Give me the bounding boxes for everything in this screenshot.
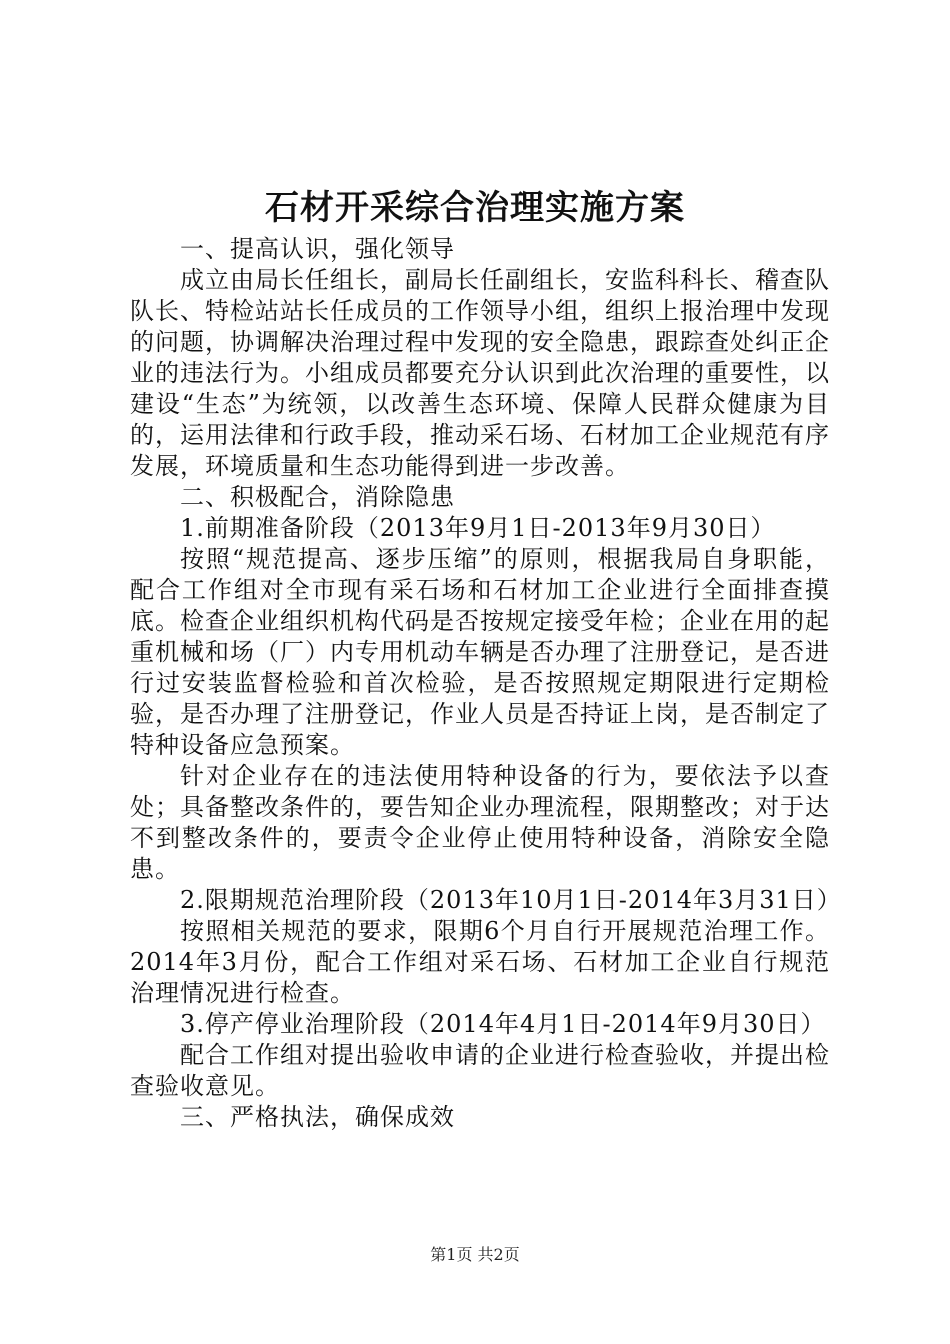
section-heading-3: 三、严格执法，确保成效: [180, 1103, 455, 1131]
page-number-footer: 第1页 共2页: [430, 1245, 520, 1264]
paragraph-acceptance: 配合工作组对提出验收申请的企业进行检查验收，并提出检查验收意见。: [130, 1041, 830, 1100]
paragraph-leadership-group: 成立由局长任组长，副局长任副组长，安监科科长、稽查队队长、特检站站长任成员的工作领导小组，组织上报治理中发现的问题，协调解决治理过程中发现的安全隐患，跟踪查处纠正企业的违法行为。小组成员都要充分认识到此次治理的重要性，以建设“生态”为统领，以改善生态环境、保障人民群众健康为目的，运用法律和行政手段，推动采石场、石材加工企业规范有序发展，环境质量和生态功能得到进一步改善。: [130, 266, 830, 480]
phase-heading-1: 1.前期准备阶段（2013年9月1日-2013年9月30日）: [180, 514, 776, 542]
section-heading-2: 二、积极配合，消除隐患: [180, 483, 455, 511]
section-heading-1: 一、提高认识，强化领导: [180, 235, 455, 263]
paragraph-enforcement: 针对企业存在的违法使用特种设备的行为，要依法予以查处；具备整改条件的，要告知企业办理流程，限期整改；对于达不到整改条件的，要责令企业停止使用特种设备，消除安全隐患。: [130, 762, 830, 883]
document-body: [130, 234, 842, 1133]
phase-heading-2: 2.限期规范治理阶段（2013年10月1日-2014年3月31日）: [180, 886, 842, 914]
paragraph-rectification: 按照相关规范的要求，限期6个月自行开展规范治理工作。2014年3月份，配合工作组对采石场、石材加工企业自行规范治理情况进行检查。: [130, 917, 830, 1007]
paragraph-inspection: 按照“规范提高、逐步压缩”的原则，根据我局自身职能，配合工作组对全市现有采石场和石材加工企业进行全面排查摸底。检查企业组织机构代码是否按规定接受年检；企业在用的起重机械和场（厂）内专用机动车辆是否办理了注册登记，是否进行过安装监督检验和首次检验，是否按照规定期限进行定期检验，是否办理了注册登记，作业人员是否持证上岗，是否制定了特种设备应急预案。: [130, 545, 830, 759]
phase-heading-3: 3.停产停业治理阶段（2014年4月1日-2014年9月30日）: [180, 1010, 826, 1038]
document-title: 石材开采综合治理实施方案: [265, 188, 685, 228]
